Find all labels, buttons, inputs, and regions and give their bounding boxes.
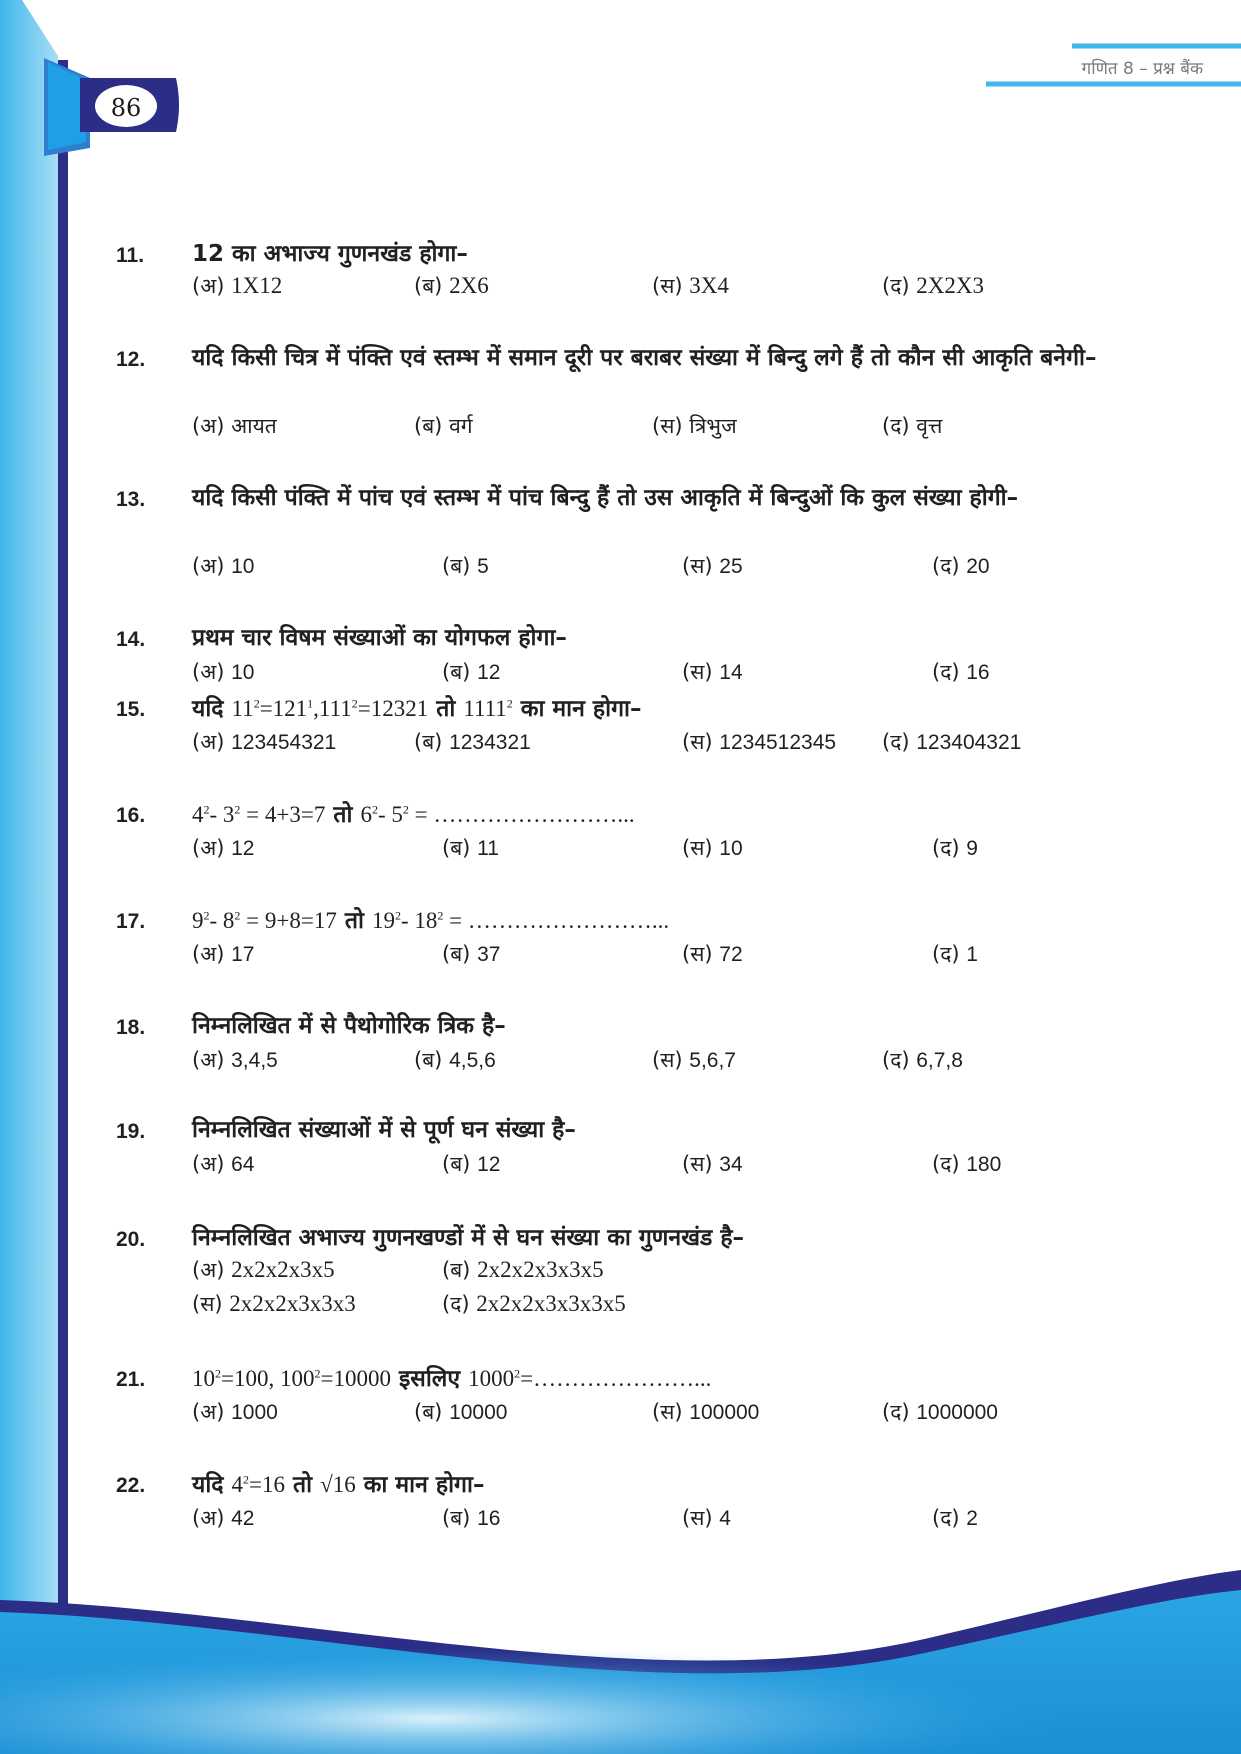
option-d: (द) 1 bbox=[932, 942, 978, 966]
option-a: (अ) 123454321 bbox=[192, 730, 337, 754]
question-number: 15. bbox=[116, 698, 146, 721]
option-b: (ब) 2X6 bbox=[414, 273, 489, 298]
option-a: (अ) 1X12 bbox=[192, 273, 283, 298]
book-title: गणित 8 – प्रश्न बैंक bbox=[1081, 59, 1203, 79]
side-panel bbox=[0, 0, 58, 1754]
option-c: (स) 34 bbox=[682, 1152, 743, 1176]
option-b: (ब) 1234321 bbox=[414, 730, 531, 754]
question-text: निम्नलिखित संख्याओं में से पूर्ण घन संख्या है– bbox=[192, 1117, 576, 1143]
option-c: (स) 3X4 bbox=[652, 273, 729, 298]
option-c: (स) 25 bbox=[682, 554, 743, 578]
option-d: (द) 9 bbox=[932, 836, 978, 860]
question-number: 16. bbox=[116, 804, 146, 827]
option-d: (द) 2X2X3 bbox=[882, 273, 984, 298]
question-number: 20. bbox=[116, 1228, 146, 1251]
question-text: यदि $11^2=121^1,111^2=12321$ तो 1111$^2$ का मान होगा– bbox=[192, 696, 642, 722]
option-d: (द) 180 bbox=[932, 1152, 1002, 1176]
option-b: (ब) 12 bbox=[442, 1152, 501, 1176]
option-d: (द) 20 bbox=[932, 554, 990, 578]
option-d: (द) 2 bbox=[932, 1506, 978, 1530]
page-number: 86 bbox=[110, 94, 142, 122]
option-c: (स) 72 bbox=[682, 942, 743, 966]
option-b: (ब) 12 bbox=[442, 660, 501, 684]
option-c: (स) 14 bbox=[682, 660, 743, 684]
question-text: प्रथम चार विषम संख्याओं का योगफल होगा– bbox=[192, 625, 567, 651]
option-a: (अ) 42 bbox=[192, 1506, 255, 1530]
question-text: यदि किसी पंक्ति में पांच एवं स्तम्भ में पांच बिन्दु हैं तो उस आकृति में बिन्दुओं कि कुल संख्या होगी– bbox=[192, 485, 1019, 511]
question-number: 12. bbox=[116, 348, 146, 371]
question-text: निम्नलिखित अभाज्य गुणनखण्डों में से घन संख्या का गुणनखंड है– bbox=[192, 1225, 745, 1251]
option-b: (ब) 11 bbox=[442, 836, 499, 860]
option-d: (द) 6,7,8 bbox=[882, 1048, 963, 1072]
option-b: (ब) 10000 bbox=[414, 1400, 508, 1424]
option-a: (अ) 10 bbox=[192, 660, 255, 684]
option-b: (ब) 16 bbox=[442, 1506, 501, 1530]
option-a: (अ) 3,4,5 bbox=[192, 1048, 278, 1072]
option-d: (द) 1000000 bbox=[882, 1400, 998, 1424]
option-c: (स) 10 bbox=[682, 836, 743, 860]
option-a: (अ) 12 bbox=[192, 836, 255, 860]
option-b: (ब) 4,5,6 bbox=[414, 1048, 496, 1072]
option-b: (ब) 37 bbox=[442, 942, 501, 966]
option-d: (द) वृत्त bbox=[882, 414, 943, 438]
question-number: 19. bbox=[116, 1120, 146, 1143]
question-number: 21. bbox=[116, 1368, 146, 1391]
option-d: (द) 2x2x2x3x3x3x5 bbox=[442, 1291, 626, 1316]
option-c: (स) 100000 bbox=[652, 1400, 760, 1424]
question-text: 12 का अभाज्य गुणनखंड होगा– bbox=[192, 241, 468, 267]
option-c: (स) त्रिभुज bbox=[652, 414, 737, 438]
question-number: 22. bbox=[116, 1474, 146, 1497]
question-text: $10^2=100$, $100^2=10000$ इसलिए $1000^2=\dots\dots\dots\dots\dots\dots\dots$... bbox=[192, 1366, 712, 1392]
option-c: (स) 5,6,7 bbox=[652, 1048, 736, 1072]
option-a: (अ) 17 bbox=[192, 942, 255, 966]
option-a: (अ) 64 bbox=[192, 1152, 255, 1176]
option-a: (अ) 2x2x2x3x5 bbox=[192, 1257, 335, 1282]
option-b: (ब) 5 bbox=[442, 554, 489, 578]
question-number: 11. bbox=[116, 244, 145, 267]
option-a: (अ) आयत bbox=[192, 414, 277, 438]
option-a: (अ) 1000 bbox=[192, 1400, 278, 1424]
option-b: (ब) वर्ग bbox=[414, 414, 473, 438]
option-c: (स) 1234512345 bbox=[682, 730, 837, 754]
question-text: $9^2-$ $8^2 = 9+8=17$ तो $19^2-$ $18^2$ = ……………………... bbox=[192, 908, 670, 934]
option-d: (द) 123404321 bbox=[882, 730, 1022, 754]
question-number: 18. bbox=[116, 1016, 146, 1039]
option-b: (ब) 2x2x2x3x3x5 bbox=[442, 1257, 604, 1282]
question-text: $4^2-$ $3^2 = 4+3=7$ तो $6^2-$ $5^2$ = ……………………... bbox=[192, 802, 635, 828]
question-number: 17. bbox=[116, 910, 146, 933]
question-text: यदि किसी चित्र में पंक्ति एवं स्तम्भ में समान दूरी पर बराबर संख्या में बिन्दु लगे हैं तो कौन सी आकृति बनेगी– bbox=[192, 345, 1097, 371]
question-number: 14. bbox=[116, 628, 146, 651]
option-d: (द) 16 bbox=[932, 660, 990, 684]
question-text: यदि $4^2=16$ तो √16 का मान होगा– bbox=[192, 1472, 485, 1498]
side-bar bbox=[58, 60, 68, 1754]
option-c: (स) 4 bbox=[682, 1506, 731, 1530]
question-text: निम्नलिखित में से पैथोगोरिक त्रिक है– bbox=[192, 1013, 506, 1039]
option-a: (अ) 10 bbox=[192, 554, 255, 578]
option-c: (स) 2x2x2x3x3x3 bbox=[192, 1291, 356, 1316]
question-number: 13. bbox=[116, 488, 146, 511]
